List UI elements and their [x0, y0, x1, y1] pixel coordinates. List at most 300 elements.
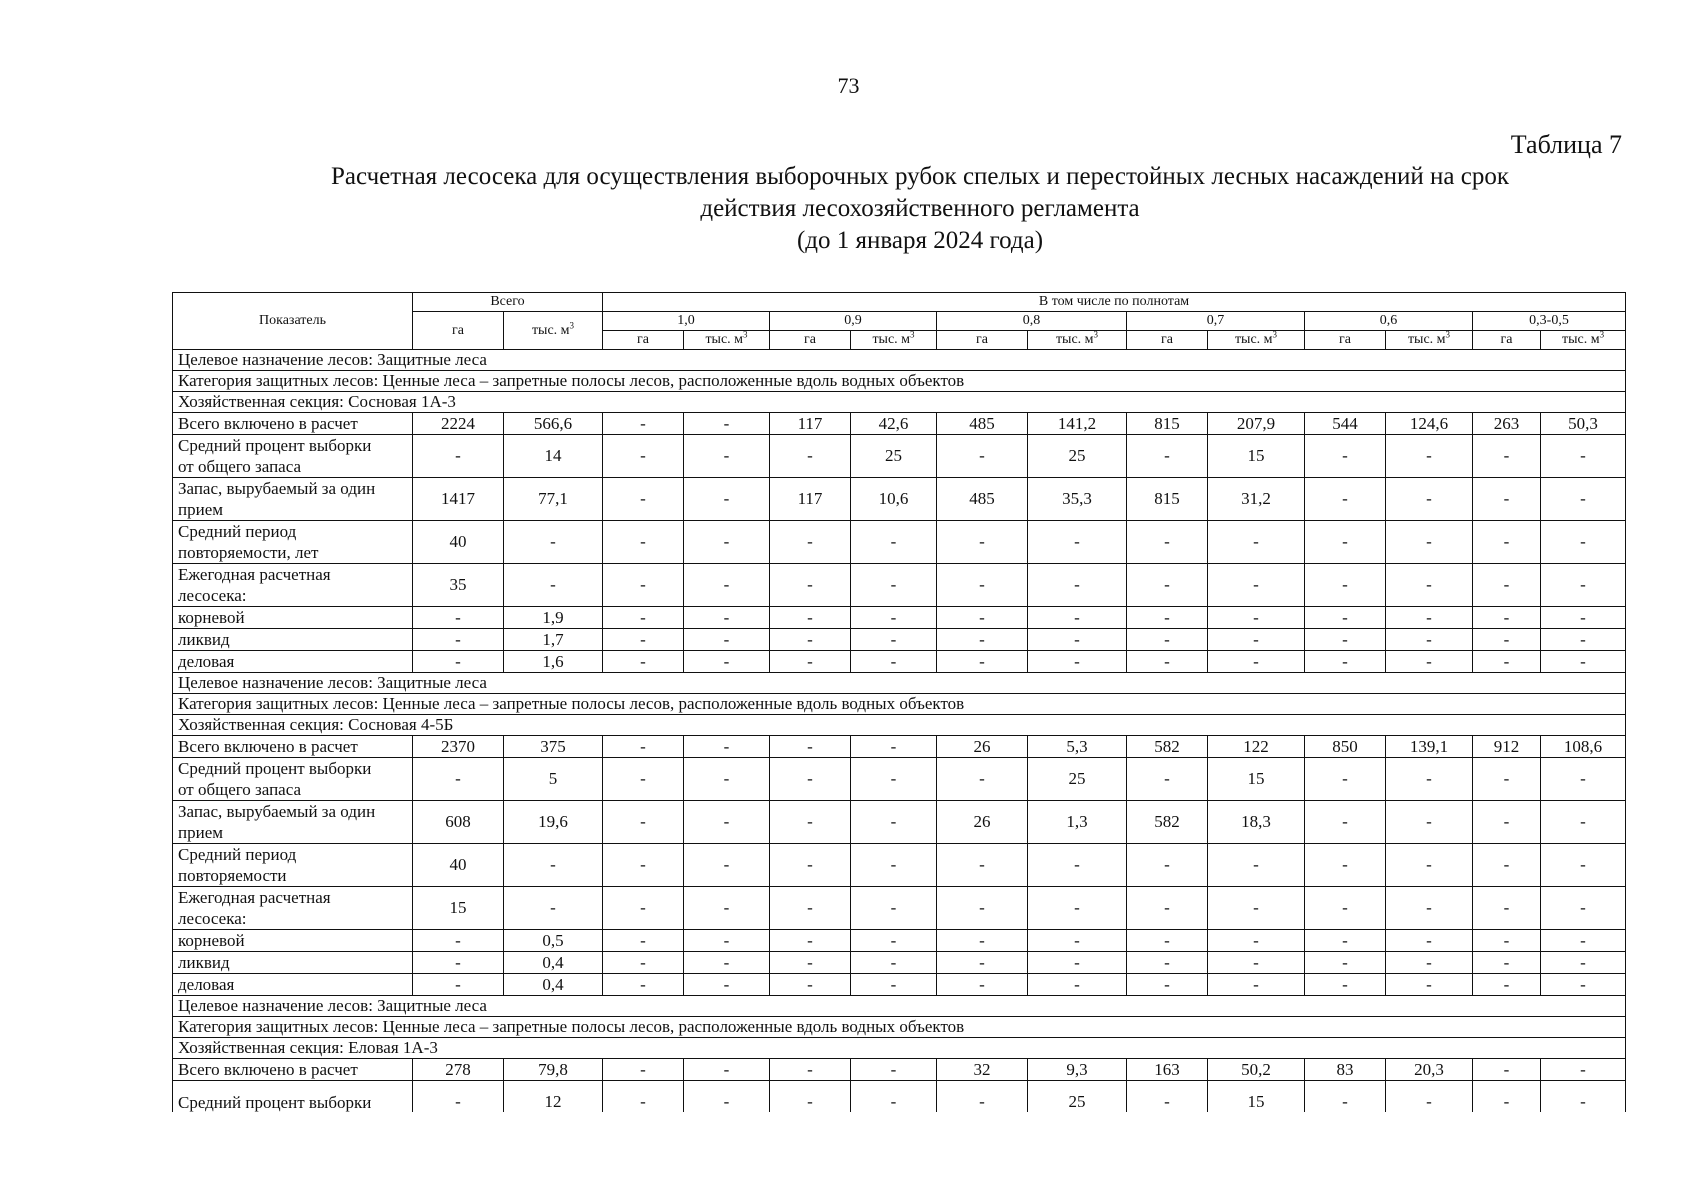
- title-line-3: (до 1 января 2024 года): [796, 227, 1044, 254]
- row-label: корневой: [173, 930, 413, 952]
- cell-value: -: [603, 887, 684, 930]
- cell-value: 139,1: [1386, 736, 1473, 758]
- cell-value: -: [603, 478, 684, 521]
- cell-value: 77,1: [504, 478, 603, 521]
- cell-value: 1,9: [504, 607, 603, 629]
- cell-value: -: [1386, 521, 1473, 564]
- table-row: [173, 629, 1626, 651]
- cell-value: -: [684, 930, 770, 952]
- cell-value: -: [1473, 435, 1541, 478]
- cell-value: -: [413, 435, 504, 478]
- cell-value: -: [851, 629, 937, 651]
- cell-value: 124,6: [1386, 413, 1473, 435]
- cell-value: -: [1386, 801, 1473, 844]
- cell-value: -: [851, 887, 937, 930]
- cell-value: -: [413, 974, 504, 996]
- cell-value: -: [1386, 887, 1473, 930]
- cell-value: -: [684, 564, 770, 607]
- cell-value: -: [1305, 435, 1386, 478]
- cell-value: 485: [937, 478, 1028, 521]
- table-row: [173, 736, 1626, 758]
- cell-value: 117: [770, 413, 851, 435]
- header-density-3: 0,8: [937, 312, 1127, 331]
- cell-value: -: [770, 801, 851, 844]
- cell-value: -: [1305, 758, 1386, 801]
- cell-value: -: [937, 651, 1028, 673]
- cell-value: -: [603, 930, 684, 952]
- cell-value: -: [851, 930, 937, 952]
- cell-value: 375: [504, 736, 603, 758]
- cell-value: 582: [1127, 736, 1208, 758]
- cell-value: -: [1208, 952, 1305, 974]
- cell-value: -: [1386, 607, 1473, 629]
- cell-value: -: [504, 887, 603, 930]
- cell-value: -: [1386, 564, 1473, 607]
- cell-value: -: [1386, 1081, 1473, 1124]
- cell-value: 108,6: [1541, 736, 1626, 758]
- cell-value: 31,2: [1208, 478, 1305, 521]
- cell-value: -: [1208, 974, 1305, 996]
- cell-value: -: [684, 1081, 770, 1124]
- cell-value: -: [684, 435, 770, 478]
- cell-value: 25: [1028, 1081, 1127, 1124]
- cell-value: -: [1028, 930, 1127, 952]
- cell-value: -: [770, 952, 851, 974]
- header-total-m3: тыс. $м^3$: [504, 312, 603, 350]
- row-label: Средний процент выборки: [173, 1081, 413, 1124]
- cell-value: -: [413, 930, 504, 952]
- header-unit-m3: тыс. $м^3$: [1386, 331, 1473, 350]
- header-unit-m3: тыс. $м^3$: [1028, 331, 1127, 350]
- cell-value: 0,4: [504, 952, 603, 974]
- cell-value: 207,9: [1208, 413, 1305, 435]
- section-row: [173, 1017, 1626, 1038]
- cell-value: -: [1541, 887, 1626, 930]
- cell-value: 582: [1127, 801, 1208, 844]
- cell-value: -: [603, 435, 684, 478]
- cell-value: -: [1473, 758, 1541, 801]
- cell-value: -: [1028, 521, 1127, 564]
- cell-value: -: [770, 651, 851, 673]
- cell-value: -: [1127, 887, 1208, 930]
- cell-value: -: [1305, 801, 1386, 844]
- table-row: [173, 521, 1626, 564]
- cell-value: -: [1208, 887, 1305, 930]
- header-by-density: В том числе по полнотам: [603, 293, 1626, 312]
- cell-value: 1417: [413, 478, 504, 521]
- cell-value: 20,3: [1386, 1059, 1473, 1081]
- cell-value: -: [1473, 564, 1541, 607]
- cell-value: -: [770, 629, 851, 651]
- cell-value: -: [770, 521, 851, 564]
- table-row: [173, 974, 1626, 996]
- cell-value: 15: [1208, 435, 1305, 478]
- table-row: [173, 435, 1626, 478]
- cell-value: -: [1541, 521, 1626, 564]
- row-label: Средний период повторяемости, лет: [173, 521, 413, 564]
- cell-value: -: [603, 629, 684, 651]
- cell-value: 815: [1127, 478, 1208, 521]
- cell-value: -: [1473, 629, 1541, 651]
- page-cutoff: [165, 1112, 1635, 1200]
- cell-value: -: [1473, 1059, 1541, 1081]
- cell-value: -: [1127, 844, 1208, 887]
- cell-value: -: [1127, 758, 1208, 801]
- cell-value: -: [1541, 651, 1626, 673]
- cell-value: 32: [937, 1059, 1028, 1081]
- cell-value: -: [937, 952, 1028, 974]
- table-row: [173, 651, 1626, 673]
- section-row: [173, 392, 1626, 413]
- cell-value: -: [684, 607, 770, 629]
- table-row: [173, 607, 1626, 629]
- cell-value: -: [770, 435, 851, 478]
- row-label: Всего включено в расчет: [173, 1059, 413, 1081]
- cell-value: -: [1386, 651, 1473, 673]
- cell-value: 544: [1305, 413, 1386, 435]
- table-row: [173, 952, 1626, 974]
- table-title: [200, 161, 1640, 257]
- cell-value: 1,6: [504, 651, 603, 673]
- cell-value: -: [1208, 651, 1305, 673]
- cell-value: -: [937, 564, 1028, 607]
- cell-value: 19,6: [504, 801, 603, 844]
- cell-value: 10,6: [851, 478, 937, 521]
- cell-value: -: [413, 1081, 504, 1124]
- cell-value: -: [1541, 952, 1626, 974]
- header-unit-ha: га: [1127, 331, 1208, 350]
- cell-value: 40: [413, 844, 504, 887]
- row-label: Средний период повторяемости: [173, 844, 413, 887]
- cell-value: -: [1127, 952, 1208, 974]
- section-heading: Категория защитных лесов: Ценные леса – запретные полосы лесов, расположенные вдоль водных объектов: [173, 694, 1626, 715]
- cell-value: 5,3: [1028, 736, 1127, 758]
- section-heading: Категория защитных лесов: Ценные леса – запретные полосы лесов, расположенные вдоль водных объектов: [173, 1017, 1626, 1038]
- cell-value: 1,3: [1028, 801, 1127, 844]
- cell-value: -: [1305, 651, 1386, 673]
- header-unit-m3: тыс. $м^3$: [851, 331, 937, 350]
- cell-value: 815: [1127, 413, 1208, 435]
- cell-value: -: [1208, 564, 1305, 607]
- table-row: [173, 413, 1626, 435]
- cell-value: 485: [937, 413, 1028, 435]
- cell-value: -: [937, 521, 1028, 564]
- header-unit-ha: га: [603, 331, 684, 350]
- cell-value: -: [770, 564, 851, 607]
- cell-value: -: [603, 952, 684, 974]
- cell-value: -: [504, 844, 603, 887]
- section-row: [173, 371, 1626, 392]
- section-row: [173, 1038, 1626, 1059]
- cell-value: -: [1541, 435, 1626, 478]
- cell-value: 26: [937, 801, 1028, 844]
- cell-value: 14: [504, 435, 603, 478]
- cell-value: 163: [1127, 1059, 1208, 1081]
- section-row: [173, 715, 1626, 736]
- cell-value: 141,2: [1028, 413, 1127, 435]
- cell-value: -: [1541, 607, 1626, 629]
- cell-value: -: [770, 974, 851, 996]
- cell-value: -: [1473, 930, 1541, 952]
- cell-value: -: [1028, 607, 1127, 629]
- cell-value: -: [1473, 887, 1541, 930]
- cell-value: -: [603, 564, 684, 607]
- cell-value: -: [1028, 974, 1127, 996]
- cell-value: -: [603, 1081, 684, 1124]
- row-label: Ежегодная расчетная лесосека:: [173, 887, 413, 930]
- cell-value: -: [684, 651, 770, 673]
- cell-value: 850: [1305, 736, 1386, 758]
- cell-value: -: [1541, 478, 1626, 521]
- cell-value: -: [770, 844, 851, 887]
- cell-value: -: [1386, 435, 1473, 478]
- header-unit-ha: га: [770, 331, 851, 350]
- cell-value: -: [603, 651, 684, 673]
- cell-value: -: [684, 736, 770, 758]
- cell-value: -: [1541, 629, 1626, 651]
- cell-value: -: [1305, 1081, 1386, 1124]
- cell-value: -: [603, 413, 684, 435]
- cell-value: -: [1305, 952, 1386, 974]
- row-label: Запас, вырубаемый за один прием: [173, 478, 413, 521]
- cell-value: 0,4: [504, 974, 603, 996]
- cell-value: 15: [413, 887, 504, 930]
- section-heading: Целевое назначение лесов: Защитные леса: [173, 996, 1626, 1017]
- cell-value: -: [1473, 478, 1541, 521]
- section-row: [173, 350, 1626, 371]
- cell-value: -: [1386, 629, 1473, 651]
- header-density-5: 0,6: [1305, 312, 1473, 331]
- cell-value: -: [504, 521, 603, 564]
- cell-value: 42,6: [851, 413, 937, 435]
- table-row: [173, 930, 1626, 952]
- row-label: Средний процент выборки от общего запаса: [173, 435, 413, 478]
- cell-value: -: [1208, 607, 1305, 629]
- cell-value: 18,3: [1208, 801, 1305, 844]
- cell-value: -: [1028, 564, 1127, 607]
- cell-value: 40: [413, 521, 504, 564]
- cell-value: -: [1127, 564, 1208, 607]
- cell-value: -: [770, 1059, 851, 1081]
- header-unit-ha: га: [937, 331, 1028, 350]
- cell-value: 25: [851, 435, 937, 478]
- cell-value: -: [851, 1081, 937, 1124]
- cell-value: -: [1386, 952, 1473, 974]
- cell-value: -: [1386, 974, 1473, 996]
- cell-value: -: [684, 521, 770, 564]
- table-body: [173, 350, 1626, 1124]
- cell-value: -: [1305, 930, 1386, 952]
- table-header: [173, 293, 1626, 350]
- table-row: [173, 1059, 1626, 1081]
- cell-value: -: [1208, 521, 1305, 564]
- table-row: [173, 844, 1626, 887]
- cell-value: -: [1473, 952, 1541, 974]
- section-heading: Целевое назначение лесов: Защитные леса: [173, 350, 1626, 371]
- cell-value: 122: [1208, 736, 1305, 758]
- cell-value: -: [1127, 930, 1208, 952]
- cell-value: -: [1386, 930, 1473, 952]
- row-label: Ежегодная расчетная лесосека:: [173, 564, 413, 607]
- cell-value: -: [1127, 651, 1208, 673]
- cell-value: 1,7: [504, 629, 603, 651]
- cell-value: -: [684, 1059, 770, 1081]
- cell-value: -: [937, 930, 1028, 952]
- header-unit-ha: га: [1473, 331, 1541, 350]
- cell-value: -: [684, 801, 770, 844]
- section-heading: Категория защитных лесов: Ценные леса – запретные полосы лесов, расположенные вдоль водных объектов: [173, 371, 1626, 392]
- row-label: ликвид: [173, 629, 413, 651]
- cell-value: -: [851, 952, 937, 974]
- cell-value: 608: [413, 801, 504, 844]
- allowable-cut-table: [172, 292, 1626, 1124]
- row-label: деловая: [173, 974, 413, 996]
- cell-value: 2370: [413, 736, 504, 758]
- cell-value: -: [1127, 629, 1208, 651]
- cell-value: -: [1541, 1081, 1626, 1124]
- cell-value: -: [1127, 1081, 1208, 1124]
- header-unit-m3: тыс. $м^3$: [1541, 331, 1626, 350]
- cell-value: -: [1541, 844, 1626, 887]
- cell-value: -: [770, 607, 851, 629]
- cell-value: -: [603, 801, 684, 844]
- header-indicator: Показатель: [173, 293, 413, 350]
- cell-value: -: [770, 930, 851, 952]
- cell-value: -: [1541, 758, 1626, 801]
- header-unit-m3: тыс. $м^3$: [684, 331, 770, 350]
- cell-value: -: [851, 564, 937, 607]
- cell-value: -: [1541, 1059, 1626, 1081]
- cell-value: 912: [1473, 736, 1541, 758]
- cell-value: 25: [1028, 758, 1127, 801]
- cell-value: -: [851, 974, 937, 996]
- cell-value: -: [603, 736, 684, 758]
- cell-value: -: [1473, 801, 1541, 844]
- cell-value: -: [1541, 930, 1626, 952]
- cell-value: -: [1473, 974, 1541, 996]
- cell-value: -: [603, 844, 684, 887]
- cell-value: -: [1473, 844, 1541, 887]
- cell-value: -: [937, 1081, 1028, 1124]
- cell-value: -: [851, 521, 937, 564]
- section-heading: Хозяйственная секция: Сосновая 1А-3: [173, 392, 1626, 413]
- cell-value: -: [1305, 887, 1386, 930]
- cell-value: -: [684, 844, 770, 887]
- cell-value: 83: [1305, 1059, 1386, 1081]
- header-density-6: 0,3-0,5: [1473, 312, 1626, 331]
- section-heading: Целевое назначение лесов: Защитные леса: [173, 673, 1626, 694]
- cell-value: 15: [1208, 1081, 1305, 1124]
- cell-value: -: [937, 607, 1028, 629]
- cell-value: -: [684, 478, 770, 521]
- cell-value: -: [1028, 629, 1127, 651]
- section-heading: Хозяйственная секция: Сосновая 4-5Б: [173, 715, 1626, 736]
- cell-value: -: [1127, 974, 1208, 996]
- row-label: Запас, вырубаемый за один прием: [173, 801, 413, 844]
- cell-value: -: [770, 736, 851, 758]
- cell-value: -: [684, 887, 770, 930]
- cell-value: 278: [413, 1059, 504, 1081]
- cell-value: -: [1028, 952, 1127, 974]
- cell-value: -: [1028, 651, 1127, 673]
- cell-value: -: [413, 629, 504, 651]
- cell-value: -: [1541, 564, 1626, 607]
- cell-value: -: [1473, 607, 1541, 629]
- row-label: деловая: [173, 651, 413, 673]
- row-label: Средний процент выборки от общего запаса: [173, 758, 413, 801]
- table-row: [173, 758, 1626, 801]
- row-label: ликвид: [173, 952, 413, 974]
- table-number: Таблица 7: [1510, 130, 1622, 159]
- cell-value: -: [603, 1059, 684, 1081]
- cell-value: -: [1386, 478, 1473, 521]
- cell-value: 12: [504, 1081, 603, 1124]
- section-row: [173, 694, 1626, 715]
- cell-value: -: [413, 651, 504, 673]
- cell-value: -: [851, 758, 937, 801]
- cell-value: -: [1028, 887, 1127, 930]
- section-heading: Хозяйственная секция: Еловая 1А-3: [173, 1038, 1626, 1059]
- cell-value: -: [1541, 801, 1626, 844]
- cell-value: -: [1541, 974, 1626, 996]
- cell-value: 566,6: [504, 413, 603, 435]
- cell-value: -: [1127, 607, 1208, 629]
- table-row: [173, 564, 1626, 607]
- cell-value: -: [770, 1081, 851, 1124]
- table-row: [173, 478, 1626, 521]
- cell-value: -: [1305, 564, 1386, 607]
- cell-value: -: [851, 1059, 937, 1081]
- cell-value: -: [1473, 1081, 1541, 1124]
- title-line-1: Расчетная лесосека для осуществления выборочных рубок спелых и перестойных лесных насаждений на срок: [331, 163, 1509, 190]
- cell-value: 15: [1208, 758, 1305, 801]
- cell-value: -: [413, 952, 504, 974]
- cell-value: -: [684, 974, 770, 996]
- header-density-1: 1,0: [603, 312, 770, 331]
- table-row: [173, 801, 1626, 844]
- header-total: Всего: [413, 293, 603, 312]
- header-density-2: 0,9: [770, 312, 937, 331]
- cell-value: 50,2: [1208, 1059, 1305, 1081]
- cell-value: -: [1386, 844, 1473, 887]
- cell-value: -: [1305, 521, 1386, 564]
- header-density-4: 0,7: [1127, 312, 1305, 331]
- cell-value: 263: [1473, 413, 1541, 435]
- row-label: Всего включено в расчет: [173, 413, 413, 435]
- cell-value: -: [1305, 844, 1386, 887]
- cell-value: -: [937, 629, 1028, 651]
- cell-value: 50,3: [1541, 413, 1626, 435]
- cell-value: -: [937, 758, 1028, 801]
- cell-value: -: [851, 736, 937, 758]
- cell-value: -: [1386, 758, 1473, 801]
- cell-value: -: [1208, 930, 1305, 952]
- cell-value: 0,5: [504, 930, 603, 952]
- cell-value: -: [684, 629, 770, 651]
- cell-value: -: [851, 844, 937, 887]
- cell-value: -: [1127, 435, 1208, 478]
- cell-value: -: [684, 758, 770, 801]
- cell-value: -: [851, 801, 937, 844]
- cell-value: 117: [770, 478, 851, 521]
- cell-value: -: [770, 758, 851, 801]
- section-row: [173, 673, 1626, 694]
- cell-value: 35: [413, 564, 504, 607]
- cell-value: -: [1305, 974, 1386, 996]
- row-label: корневой: [173, 607, 413, 629]
- row-label: Всего включено в расчет: [173, 736, 413, 758]
- cell-value: -: [1305, 478, 1386, 521]
